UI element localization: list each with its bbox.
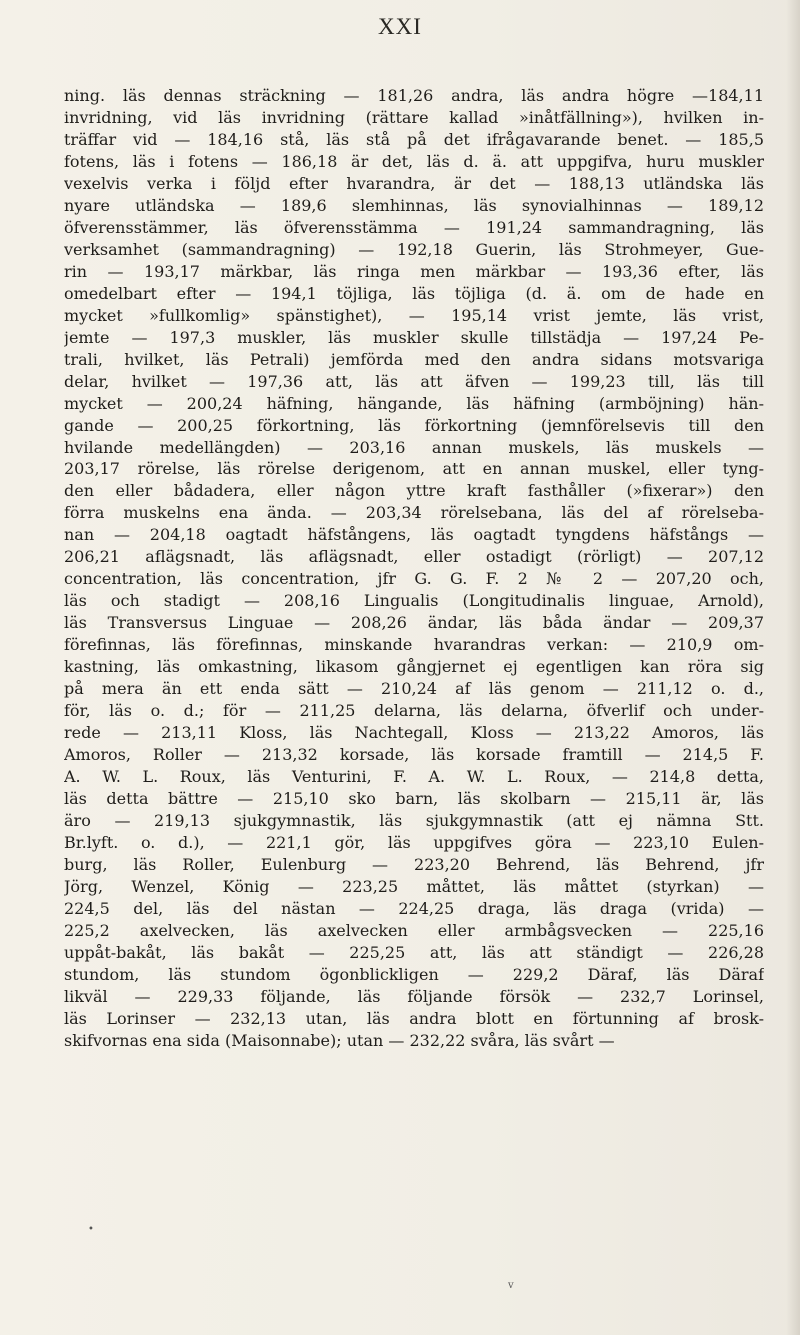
text-line: 225,2 axelvecken, läs axelvecken eller armbågsvecken — 225,16 [64,920,764,940]
text-line: nan — 204,18 oagtadt häfstångens, läs oagtadt tyngdens häfstångs — [64,525,764,545]
text-line: nyare utländska — 189,6 slemhinnas, läs synovialhinnas — 189,12 [64,195,764,215]
text-line: den eller bådadera, eller någon yttre kraft fasthåller (»fixerar») den [64,481,764,501]
text-line: 206,21 aflägsnadt, läs aflägsnadt, eller ostadigt (rörligt) — 207,12 [64,547,764,567]
text-line: hvilande medellängden) — 203,16 annan muskels, läs muskels — [64,437,764,457]
text-line: delar, hvilket — 197,36 att, läs att äfven — 199,23 till, läs till [64,371,764,391]
text-line: fotens, läs i fotens — 186,18 är det, läs d. ä. att uppgifva, huru muskler [64,151,764,171]
text-line: läs Transversus Linguae — 208,26 ändar, läs båda ändar — 209,37 [64,613,764,633]
text-line: vexelvis verka i följd efter hvarandra, är det — 188,13 utländska läs [64,173,764,193]
text-line: 224,5 del, läs del nästan — 224,25 draga, läs draga (vrida) — [64,898,764,918]
text-line: skifvornas ena sida (Maisonnabe); utan — 232,22 svåra, läs svårt — [64,1030,615,1050]
text-line: läs detta bättre — 215,10 sko barn, läs skolbarn — 215,11 är, läs [64,789,764,808]
text-line: burg, läs Roller, Eulenburg — 223,20 Behrend, läs Behrend, jfr [64,854,764,874]
text-line: stundom, läs stundom ögonblickligen — 229,2 Däraf, läs Däraf [64,964,764,984]
text-line: på mera än ett enda sätt — 210,24 af läs genom — 211,12 o. d., [64,679,764,699]
text-line: förra muskelns ena ända. — 203,34 rörelsebana, läs del af rörelseba- [64,503,764,523]
text-line: rin — 193,17 märkbar, läs ringa men märkbar — 193,36 efter, läs [64,261,764,281]
text-line: omedelbart efter — 194,1 töjliga, läs töjliga (d. ä. om de hade en [64,283,764,303]
text-line: äro — 219,13 sjukgymnastik, läs sjukgymnastik (att ej nämna Stt. [64,810,764,830]
text-line: läs och stadigt — 208,16 Lingualis (Longitudinalis linguae, Arnold), [64,591,764,611]
text-line: likväl — 229,33 följande, läs följande försök — 232,7 Lorinsel, [64,986,764,1006]
print-speck: v [508,1280,514,1291]
errata-text-block [64,85,764,1052]
text-line: invridning, vid läs invridning (rättare kallad »inåtfällning»), hvilken in- [64,107,764,127]
page-edge-shadow [786,0,800,1335]
text-line: gande — 200,25 förkortning, läs förkortning (jemnförelsevis till den [64,415,764,435]
text-line: jemte — 197,3 muskler, läs muskler skulle tillstädja — 197,24 Pe- [64,327,764,347]
text-line: trali, hvilket, läs Petrali) jemförda med den andra sidans motsvariga [64,349,764,369]
text-line: för, läs o. d.; för — 211,25 delarna, läs delarna, öfverlif och under- [64,701,764,721]
text-line: läs Lorinser — 232,13 utan, läs andra blott en förtunning af brosk- [64,1008,764,1028]
text-line: öfverensstämmer, läs öfverensstämma — 191,24 sammandragning, läs [64,217,764,237]
text-line: Jörg, Wenzel, König — 223,25 måttet, läs måttet (styrkan) — [64,876,764,896]
text-line: kastning, läs omkastning, likasom gångjernet ej egentligen kan röra sig [64,657,764,677]
text-line: rede — 213,11 Kloss, läs Nachtegall, Kloss — 213,22 Amoros, läs [64,723,764,743]
text-line: verksamhet (sammandragning) — 192,18 Guerin, läs Strohmeyer, Gue- [64,239,764,259]
text-line: mycket — 200,24 häfning, hängande, läs häfning (armböjning) hän- [64,393,764,413]
text-line: ning. läs dennas sträckning — 181,26 andra, läs andra högre —184,11 [64,86,764,105]
text-line: concentration, läs concentration, jfr G. G. F. 2 № 2 — 207,20 och, [64,569,764,589]
print-speck: • [88,1224,94,1235]
text-line: A. W. L. Roux, läs Venturini, F. A. W. L. Roux, — 214,8 detta, [64,767,764,787]
text-line: uppåt-bakåt, läs bakåt — 225,25 att, läs att ständigt — 226,28 [64,942,764,962]
text-line: mycket »fullkomlig» spänstighet), — 195,14 vrist jemte, läs vrist, [64,305,764,325]
text-line: Amoros, Roller — 213,32 korsade, läs korsade framtill — 214,5 F. [64,745,764,765]
text-line: 203,17 rörelse, läs rörelse derigenom, att en annan muskel, eller tyng- [64,459,764,479]
text-line: Br.lyft. o. d.), — 221,1 gör, läs uppgifves göra — 223,10 Eulen- [64,832,764,852]
page-number: XXI [378,14,422,39]
text-line: förefinnas, läs förefinnas, minskande hvarandras verkan: — 210,9 om- [64,635,764,655]
text-line: träffar vid — 184,16 stå, läs stå på det ifrågavarande benet. — 185,5 [64,129,764,149]
